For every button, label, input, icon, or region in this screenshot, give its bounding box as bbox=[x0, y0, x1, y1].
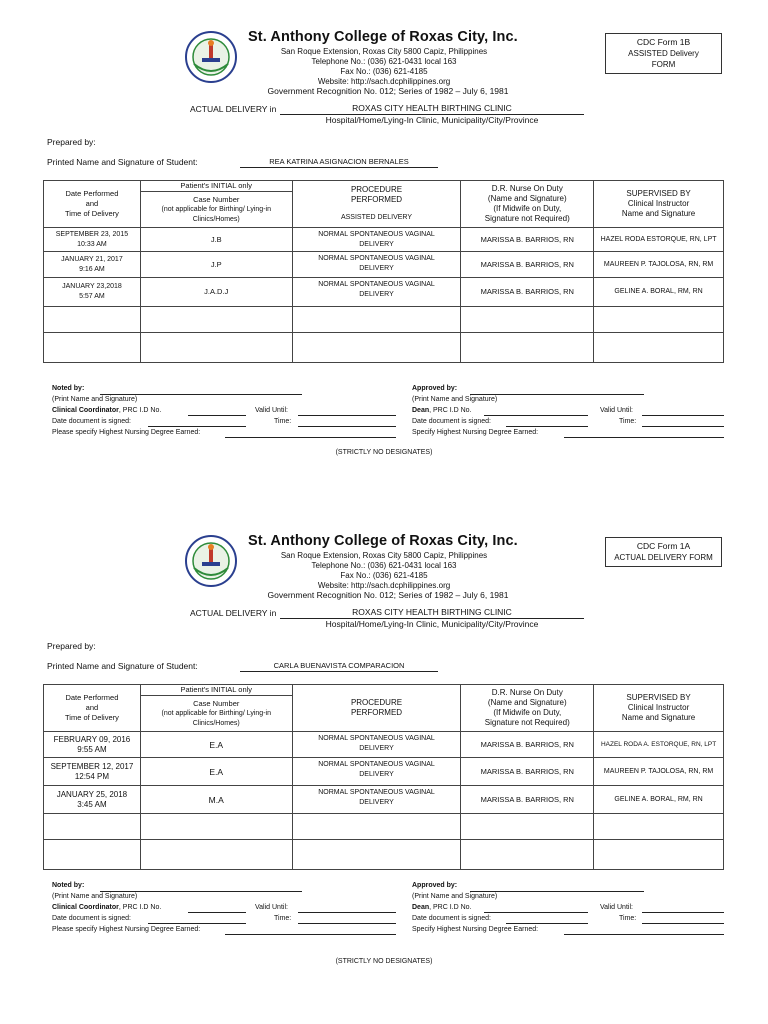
coordinator-label: Clinical Coordinator, PRC I.D No. bbox=[52, 407, 162, 414]
prc-id-line bbox=[188, 415, 246, 416]
header-case-number: Case Number (not applicable for Birthing/ Lying-in Clinics/Homes) bbox=[140, 192, 292, 228]
valid-until-label-right: Valid Until: bbox=[600, 407, 633, 414]
degree-line bbox=[225, 934, 396, 935]
noted-by-label: Noted by: bbox=[52, 385, 85, 392]
header-procedure: PROCEDURE PERFORMED ASSISTED DELIVERY bbox=[292, 181, 461, 228]
dean-prc-line bbox=[484, 415, 588, 416]
time-label: Time: bbox=[274, 418, 292, 425]
actual-delivery-label: ACTUAL DELIVERY in bbox=[190, 104, 277, 114]
header-procedure: PROCEDURE PERFORMED bbox=[292, 685, 461, 732]
prepared-by-label: Prepared by: bbox=[47, 641, 96, 651]
valid-until-line-right bbox=[642, 912, 724, 913]
table-row-empty bbox=[44, 814, 724, 840]
form-code: CDC Form 1B bbox=[636, 37, 691, 47]
form-title-line-1: ASSISTED Delivery bbox=[628, 49, 699, 58]
degree-label-right: Specify Highest Nursing Degree Earned: bbox=[412, 429, 539, 436]
print-name-label-right: (Print Name and Signature) bbox=[412, 893, 498, 900]
print-name-label-right: (Print Name and Signature) bbox=[412, 396, 498, 403]
valid-until-label-right: Valid Until: bbox=[600, 904, 633, 911]
actual-delivery-value: ROXAS CITY HEALTH BIRTHING CLINIC bbox=[280, 607, 584, 619]
header-case-number: Case Number (not applicable for Birthing/ Lying-in Clinics/Homes) bbox=[140, 696, 292, 732]
print-name-label: (Print Name and Signature) bbox=[52, 396, 138, 403]
table-row: JANUARY 25, 2018 3:45 AM M.A NORMAL SPONTANEOUS VAGINAL DELIVERY MARISSA B. BARRIOS, RN GELINE A. BORAL, RM, RN bbox=[44, 786, 724, 814]
government-recognition: Government Recognition No. 012; Series of 1982 – July 6, 1981 bbox=[267, 590, 509, 600]
degree-label: Please specify Highest Nursing Degree Earned: bbox=[52, 429, 201, 436]
form-code: CDC Form 1A bbox=[636, 541, 691, 551]
table-row: FEBRUARY 09, 2016 9:55 AM E.A NORMAL SPONTANEOUS VAGINAL DELIVERY MARISSA B. BARRIOS, RN HAZEL RODA A. ESTORQUE, RN, LPT bbox=[44, 732, 724, 758]
noted-by-line bbox=[100, 891, 302, 892]
approved-by-label: Approved by: bbox=[412, 882, 458, 889]
time-label: Time: bbox=[274, 915, 292, 922]
form-title-line-1: ACTUAL DELIVERY FORM bbox=[614, 553, 713, 562]
degree-label: Please specify Highest Nursing Degree Earned: bbox=[52, 926, 201, 933]
delivery-table bbox=[43, 180, 724, 363]
noted-by-label: Noted by: bbox=[52, 882, 85, 889]
date-signed-label-right: Date document is signed: bbox=[412, 418, 491, 425]
table-row: SEPTEMBER 23, 2015 10:33 AM J.B NORMAL SPONTANEOUS VAGINAL DELIVERY MARISSA B. BARRIOS, RN HAZEL RODA ESTORQUE, RN, LPT bbox=[44, 228, 724, 252]
school-fax: Fax No.: (036) 621-4185 bbox=[340, 67, 428, 76]
student-label: Printed Name and Signature of Student: bbox=[47, 157, 198, 167]
actual-delivery-form bbox=[0, 504, 768, 1004]
school-name: St. Anthony College of Roxas City, Inc. bbox=[248, 533, 518, 549]
approved-by-line bbox=[470, 394, 644, 395]
dean-prc-line bbox=[484, 912, 588, 913]
table-row-empty bbox=[44, 840, 724, 870]
valid-until-label: Valid Until: bbox=[255, 904, 288, 911]
date-signed-line bbox=[148, 426, 246, 427]
noted-by-line bbox=[100, 394, 302, 395]
table-row: JANUARY 23,2018 5:57 AM J.A.D.J NORMAL SPONTANEOUS VAGINAL DELIVERY MARISSA B. BARRIOS, RN GELINE A. BORAL, RM, RN bbox=[44, 278, 724, 307]
actual-delivery-value: ROXAS CITY HEALTH BIRTHING CLINIC bbox=[280, 103, 584, 115]
school-telephone: Telephone No.: (036) 621-0431 local 163 bbox=[311, 57, 457, 66]
date-signed-label-right: Date document is signed: bbox=[412, 915, 491, 922]
form-code-box bbox=[605, 33, 722, 74]
form-code-box bbox=[605, 537, 722, 567]
actual-delivery-sublabel: Hospital/Home/Lying-In Clinic, Municipality/City/Province bbox=[325, 115, 539, 125]
degree-label-right: Specify Highest Nursing Degree Earned: bbox=[412, 926, 539, 933]
date-signed-line-right bbox=[506, 426, 588, 427]
dean-label: Dean, PRC I.D No. bbox=[412, 904, 472, 911]
coordinator-label: Clinical Coordinator, PRC I.D No. bbox=[52, 904, 162, 911]
header-initial: Patient's INITIAL only bbox=[140, 181, 292, 192]
header-initial: Patient's INITIAL only bbox=[140, 685, 292, 696]
college-seal-logo bbox=[180, 30, 242, 84]
assisted-delivery-form bbox=[0, 0, 768, 500]
actual-delivery-sublabel: Hospital/Home/Lying-In Clinic, Municipality/City/Province bbox=[325, 619, 539, 629]
school-address: San Roque Extension, Roxas City 5800 Capiz, Philippines bbox=[280, 47, 488, 56]
table-row: SEPTEMBER 12, 2017 12:54 PM E.A NORMAL SPONTANEOUS VAGINAL DELIVERY MARISSA B. BARRIOS, RN MAUREEN P. TAJOLOSA, RN, RM bbox=[44, 758, 724, 786]
table-row-empty bbox=[44, 307, 724, 333]
date-signed-line-right bbox=[506, 923, 588, 924]
approved-by-label: Approved by: bbox=[412, 385, 458, 392]
date-signed-line bbox=[148, 923, 246, 924]
valid-until-line bbox=[298, 415, 396, 416]
government-recognition: Government Recognition No. 012; Series of 1982 – July 6, 1981 bbox=[267, 86, 509, 96]
print-name-label: (Print Name and Signature) bbox=[52, 893, 138, 900]
time-label-right: Time: bbox=[619, 915, 637, 922]
time-line-right bbox=[642, 426, 724, 427]
school-address: San Roque Extension, Roxas City 5800 Capiz, Philippines bbox=[280, 551, 488, 560]
school-name: St. Anthony College of Roxas City, Inc. bbox=[248, 29, 518, 45]
header-supervisor: SUPERVISED BY Clinical Instructor Name and Signature bbox=[594, 685, 724, 732]
school-website: Website: http://sach.dcphilippines.org bbox=[317, 77, 451, 86]
school-website: Website: http://sach.dcphilippines.org bbox=[317, 581, 451, 590]
time-line-right bbox=[642, 923, 724, 924]
student-label: Printed Name and Signature of Student: bbox=[47, 661, 198, 671]
valid-until-line bbox=[298, 912, 396, 913]
prc-id-line bbox=[188, 912, 246, 913]
time-label-right: Time: bbox=[619, 418, 637, 425]
strictly-no-designates: (STRICTLY NO DESIGNATES) bbox=[335, 449, 433, 456]
header-date: Date Performed and Time of Delivery bbox=[44, 685, 141, 732]
valid-until-label: Valid Until: bbox=[255, 407, 288, 414]
dean-label: Dean, PRC I.D No. bbox=[412, 407, 472, 414]
approved-by-line bbox=[470, 891, 644, 892]
student-name: REA KATRINA ASIGNACION BERNALES bbox=[240, 157, 438, 168]
degree-line-right bbox=[564, 437, 724, 438]
time-line bbox=[298, 923, 396, 924]
degree-line-right bbox=[564, 934, 724, 935]
school-telephone: Telephone No.: (036) 621-0431 local 163 bbox=[311, 561, 457, 570]
header-nurse: D.R. Nurse On Duty (Name and Signature) (If Midwife on Duty, Signature not Required) bbox=[461, 181, 594, 228]
prepared-by-label: Prepared by: bbox=[47, 137, 96, 147]
delivery-table bbox=[43, 684, 724, 870]
valid-until-line-right bbox=[642, 415, 724, 416]
date-signed-label: Date document is signed: bbox=[52, 418, 131, 425]
form-title-line-2: FORM bbox=[651, 60, 676, 69]
time-line bbox=[298, 426, 396, 427]
header-date: Date Performed and Time of Delivery bbox=[44, 181, 141, 228]
strictly-no-designates: (STRICTLY NO DESIGNATES) bbox=[335, 958, 433, 965]
header-nurse: D.R. Nurse On Duty (Name and Signature) (If Midwife on Duty, Signature not Required) bbox=[461, 685, 594, 732]
header-supervisor: SUPERVISED BY Clinical Instructor Name and Signature bbox=[594, 181, 724, 228]
table-row: JANUARY 21, 2017 9:16 AM J.P NORMAL SPONTANEOUS VAGINAL DELIVERY MARISSA B. BARRIOS, RN MAUREEN P. TAJOLOSA, RN, RM bbox=[44, 252, 724, 278]
student-name: CARLA BUENAVISTA COMPARACION bbox=[240, 661, 438, 672]
date-signed-label: Date document is signed: bbox=[52, 915, 131, 922]
table-row-empty bbox=[44, 333, 724, 363]
school-fax: Fax No.: (036) 621-4185 bbox=[340, 571, 428, 580]
degree-line bbox=[225, 437, 396, 438]
college-seal-logo bbox=[180, 534, 242, 588]
actual-delivery-label: ACTUAL DELIVERY in bbox=[190, 608, 277, 618]
